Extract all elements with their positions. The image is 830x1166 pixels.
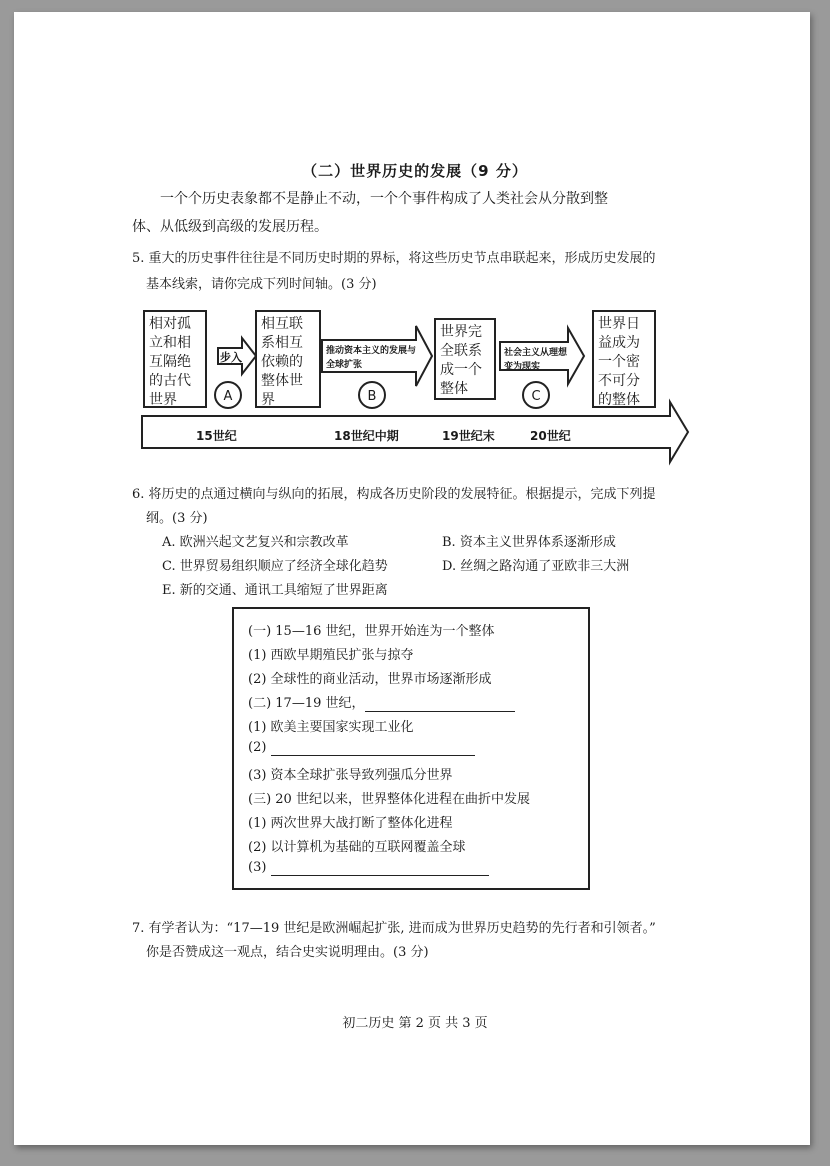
tick-20th-century: 20世纪 xyxy=(530,429,571,443)
option-e: E. 新的交通、通讯工具缩短了世界距离 xyxy=(162,583,388,598)
option-d: D. 丝绸之路沟通了亚欧非三大洲 xyxy=(442,559,630,574)
timeline-node-4: 世界日益成为一个密不可分的整体 xyxy=(592,310,656,408)
intro-line-2: 体、从低级到高级的发展历程。 xyxy=(132,219,328,235)
outline-line: (1) 两次世界大战打断了整体化进程 xyxy=(248,816,453,831)
timeline-node-1: 相对孤立和相互隔绝的古代世界 xyxy=(143,310,207,408)
outline-line-text: (2) xyxy=(248,740,267,755)
outline-line: (1) 西欧早期殖民扩张与掠夺 xyxy=(248,648,414,663)
outline-line-with-blank xyxy=(248,740,475,756)
q6-line-2: 纲。(3 分) xyxy=(146,511,208,526)
timeline-node-2: 相互联系相互依赖的整体世界 xyxy=(255,310,321,408)
outline-line-with-blank xyxy=(248,860,489,876)
outline-line: (2) 全球性的商业活动，世界市场逐渐形成 xyxy=(248,672,492,687)
section-title: （二）世界历史的发展（9 分） xyxy=(302,162,528,180)
outline-line-text: (3) xyxy=(248,860,267,875)
outline-line: (2) 以计算机为基础的互联网覆盖全球 xyxy=(248,840,466,855)
q7-line-2: 你是否赞成这一观点，结合史实说明理由。(3 分) xyxy=(146,945,429,960)
outline-line: (一) 15—16 世纪，世界开始连为一个整体 xyxy=(248,624,495,639)
arrow-label-b: 推动资本主义的发展与全球扩张 xyxy=(326,346,417,370)
tick-mid-18th-century: 18世纪中期 xyxy=(334,429,399,443)
arrow-label-a: 步入 xyxy=(220,351,242,364)
outline-box xyxy=(232,607,590,890)
q5-line-1: 5. 重大的历史事件往往是不同历史时期的界标，将这些历史节点串联起来，形成历史发展的 xyxy=(132,251,656,266)
outline-line-with-blank xyxy=(248,692,515,712)
arrow-label-c: 社会主义从理想变为现实 xyxy=(504,348,568,372)
circle-b: B xyxy=(358,381,386,409)
outline-line-text: (二) 17—19 世纪， xyxy=(248,696,365,711)
outline-line: (三) 20 世纪以来，世界整体化进程在曲折中发展 xyxy=(248,792,530,807)
option-b: B. 资本主义世界体系逐渐形成 xyxy=(442,535,616,550)
circle-c: C xyxy=(522,381,550,409)
intro-line-1: 一个个历史表象都不是静止不动，一个个事件构成了人类社会从分散到整 xyxy=(160,191,608,207)
q6-line-1: 6. 将历史的点通过横向与纵向的拓展，构成各历史阶段的发展特征。根据提示，完成下列提 xyxy=(132,487,656,502)
page-footer: 初二历史 第 2 页 共 3 页 xyxy=(342,1016,488,1031)
timeline-node-3: 世界完全联系成一个整体 xyxy=(434,318,496,400)
circle-a: A xyxy=(214,381,242,409)
q5-line-2: 基本线索，请你完成下列时间轴。(3 分) xyxy=(146,277,377,292)
answer-blank-1[interactable] xyxy=(365,696,515,712)
option-c: C. 世界贸易组织顺应了经济全球化趋势 xyxy=(162,559,388,574)
answer-blank-2[interactable] xyxy=(271,740,475,756)
tick-15th-century: 15世纪 xyxy=(196,429,237,443)
tick-late-19th-century: 19世纪末 xyxy=(442,429,495,443)
answer-blank-3[interactable] xyxy=(271,860,489,876)
paper-page xyxy=(14,12,810,1145)
option-a: A. 欧洲兴起文艺复兴和宗教改革 xyxy=(162,535,349,550)
q7-line-1: 7. 有学者认为：“17—19 世纪是欧洲崛起扩张, 进而成为世界历史趋势的先行者和引领者。” xyxy=(132,921,656,936)
outline-line: (1) 欧美主要国家实现工业化 xyxy=(248,720,414,735)
outline-line: (3) 资本全球扩张导致列强瓜分世界 xyxy=(248,768,453,783)
